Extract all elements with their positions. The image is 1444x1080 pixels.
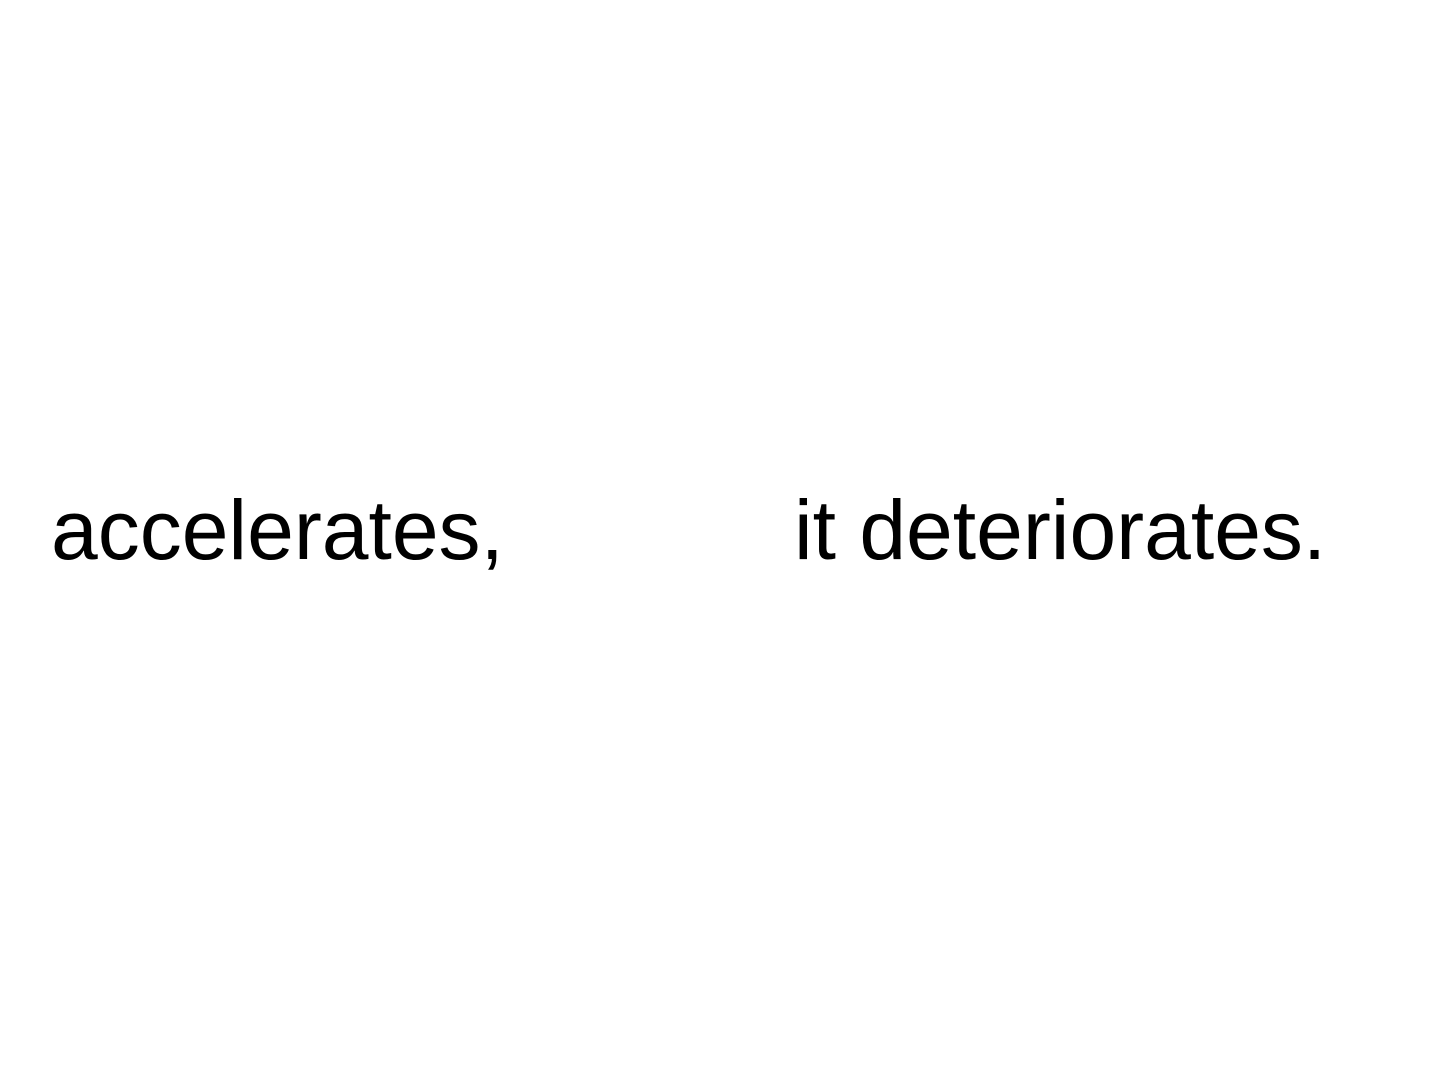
- left-phrase-text: accelerates,: [51, 483, 504, 577]
- right-phrase-text: it deteriorates.: [794, 483, 1327, 577]
